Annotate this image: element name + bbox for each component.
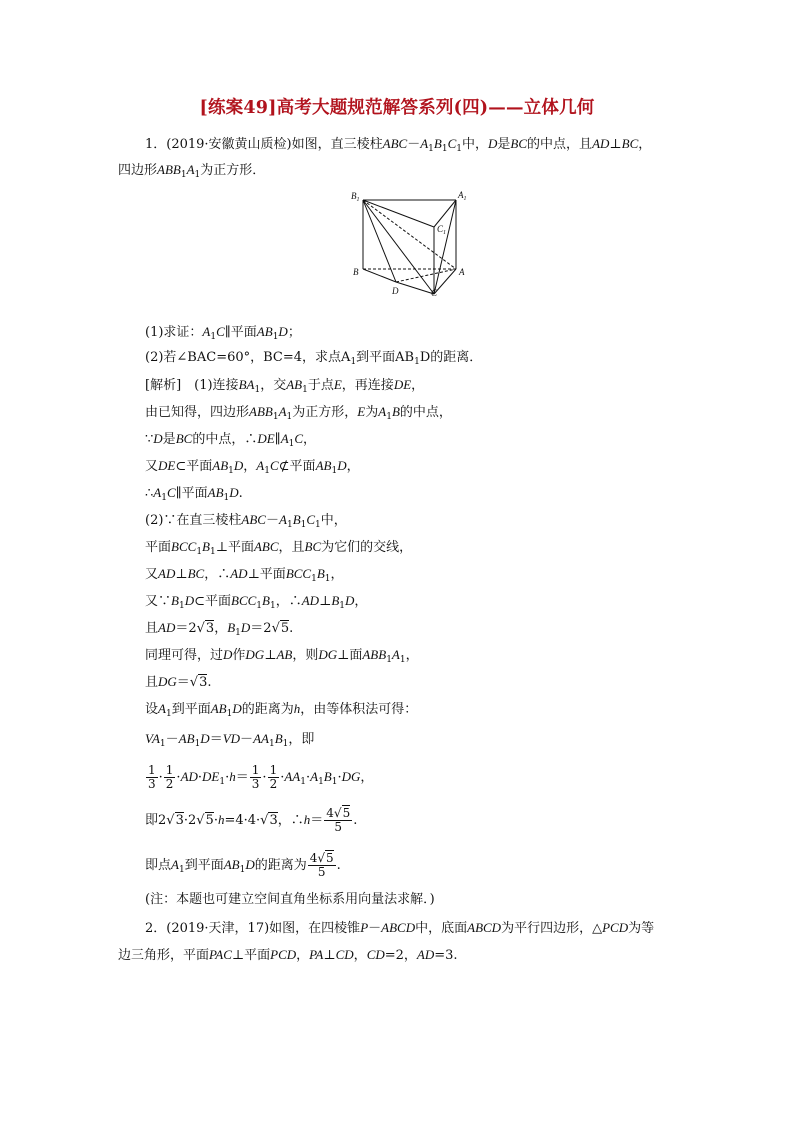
vertex-C-label: C (431, 288, 438, 298)
question-2: (2)若∠BAC=60°，BC=4，求点$A_1$到平面$AB_1D$的距离． (145, 350, 483, 367)
solution-line-6: (2)∵在直三棱柱$ABC-A_1B_1C_1$中， (145, 512, 347, 530)
problem-1-line-1: 1．(2019·安徽黄山质检)如图，直三棱柱$ABC-A_1B_1C_1$中，D是BC的中点，且AD⊥BC， (145, 136, 652, 154)
solution-line-9: 又$\because B_1D\subset$平面$BCC_1B_1$，$\therefore AD\perp B_1D$， (145, 593, 368, 611)
vertex-C1-label: $C_1$ (437, 224, 447, 236)
solution-line-15: $\frac{1}{3}$ · $\frac{1}{2}$ $\cdot AD\cdot DE_1\cdot h=$ $\frac{1}{3}$ · $\frac{1}{2}$ $\cdot AA_1\cdot A_1B_1\cdot DG$， (148, 763, 374, 791)
solution-line-16: 即2√3·2√5·h=4·4·√3，∴h＝ $\frac{4√5}{5}$ . (145, 806, 358, 834)
problem-2-line-2: 边三角形，平面PAC⊥平面PCD，PA⊥CD，CD=2，AD=3. (118, 947, 458, 963)
solution-line-5: $\therefore A_1C\parallel$平面$AB_1D$. (145, 485, 243, 503)
vertex-D-label: D (392, 286, 399, 296)
solution-line-3: ∵D是BC的中点，$\therefore DE\parallel A_1C$， (145, 431, 317, 449)
solution-line-7: 平面$BCC_1B_1\perp$平面ABC，且BC为它们的交线， (145, 539, 413, 557)
vertex-B-label: B (353, 267, 359, 277)
page-title: [练案49]高考大题规范解答系列(四)——立体几何 (199, 98, 595, 118)
problem-2-line-1: 2．(2019·天津，17)如图，在四棱锥P－ABCD中，底面ABCD为平行四边形，△PCD为等 (145, 920, 655, 936)
solution-line-8: 又AD⊥BC，∴AD⊥平面$BCC_1B_1$， (145, 566, 344, 584)
prism-figure (348, 184, 468, 298)
solution-line-13: 设$A_1$到平面$AB_1D$的距离为h，由等体积法可得： (145, 701, 418, 719)
vertex-B1-label: $B_1$ (351, 191, 360, 203)
vertex-A-label: A (459, 267, 465, 277)
solution-line-12: 且DG＝√3. (145, 674, 212, 690)
problem-1-line-2: 四边形$ABB_1A_1$为正方形． (118, 162, 266, 180)
solution-line-10: 且AD＝2√3，$B_1D=2√5$. (145, 620, 294, 638)
solution-line-14: $VA_1-AB_1D=VD-AA_1B_1$，即 (145, 731, 315, 749)
question-1: (1)求证：$A_1C\parallel$平面$AB_1D$； (145, 324, 301, 342)
solution-line-17: 即点$A_1$到平面$AB_1D$的距离为 $\frac{4√5}{5}$ . (145, 851, 341, 879)
solution-line-1: [解析] (1)连接$BA_1$，交$AB_1$于点E，再连接DE， (145, 377, 425, 395)
solution-note: (注：本题也可建立空间直角坐标系用向量法求解．) (145, 892, 435, 907)
solution-line-2: 由已知得，四边形$ABB_1A_1$为正方形，E为$A_1B$的中点， (145, 404, 452, 422)
solution-line-11: 同理可得，过D作DG⊥AB，则DG⊥面$ABB_1A_1$， (145, 647, 419, 665)
solution-line-4: 又DE⊂平面$AB_1D$，$A_1C⊄$平面$AB_1D$， (145, 458, 360, 476)
vertex-A1-label: $A_1$ (458, 190, 467, 202)
